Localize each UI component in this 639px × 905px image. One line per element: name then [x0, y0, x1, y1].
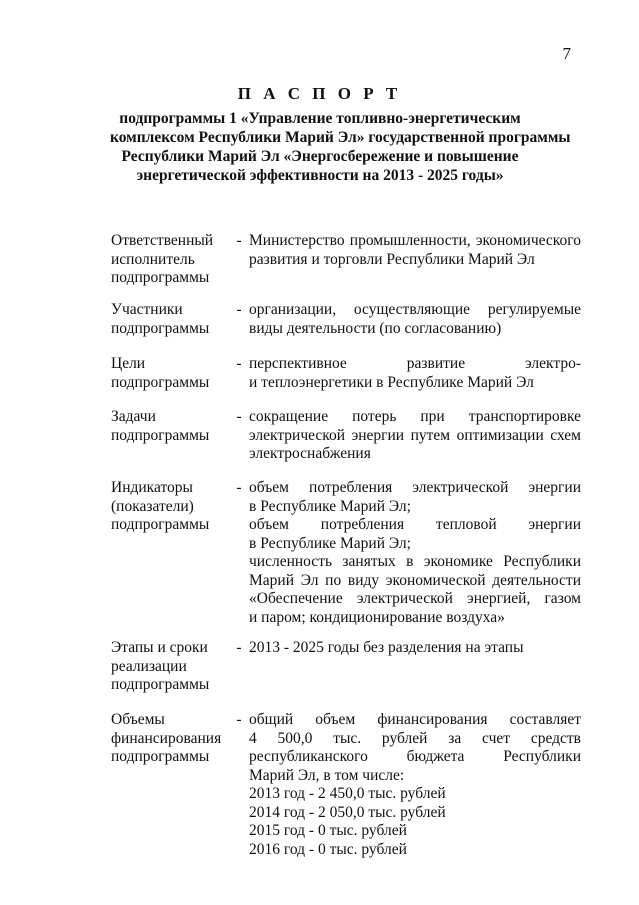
- label-line: Цели: [111, 355, 146, 372]
- value-line: республиканского бюджета Республики: [249, 748, 581, 765]
- value-line: Министерство промышленности, экономического: [249, 232, 581, 249]
- value-line: объем потребления тепловой энергии: [249, 516, 581, 533]
- value-line: и теплоэнергетики в Республике Марий Эл: [249, 373, 534, 391]
- row-dash: -: [236, 639, 242, 656]
- row-label: [111, 711, 229, 767]
- value-line: развития и торговли Республики Марий Эл: [249, 250, 535, 268]
- subtitle-line: энергетической эффективности на 2013 - 2025 годы»: [136, 167, 504, 184]
- passport-row-responsible-executor: [111, 232, 581, 301]
- document-title: П А С П О Р Т: [237, 84, 402, 103]
- row-value: [249, 301, 581, 338]
- value-line: 2013 - 2025 годы без разделения на этапы: [249, 639, 524, 656]
- label-line: исполнитель: [111, 250, 195, 268]
- passport-row-funding: [111, 711, 581, 861]
- row-label: [111, 479, 229, 535]
- value-line: Марий Эл, в том числе:: [249, 766, 405, 784]
- value-line: численность занятых в экономике Республики: [249, 553, 581, 570]
- value-line: 2016 год - 0 тыс. рублей: [249, 840, 407, 858]
- label-line: Ответственный: [111, 232, 214, 249]
- value-line: общий объем финансирования составляет: [249, 711, 581, 728]
- row-dash: -: [236, 355, 242, 372]
- value-line: организации, осуществляющие регулируемые: [249, 301, 581, 318]
- value-line: в Республике Марий Эл;: [249, 497, 411, 515]
- passport-table: [111, 232, 581, 861]
- subtitle-line: комплексом Республики Марий Эл» государственной программы: [110, 129, 571, 146]
- passport-row-goals: [111, 355, 581, 408]
- label-line: подпрограммы: [111, 426, 210, 444]
- row-dash: -: [236, 408, 242, 425]
- row-value: [249, 711, 581, 859]
- label-line: Участники: [111, 301, 183, 318]
- subtitle-line: Республики Марий Эл «Энергосбережение и повышение: [121, 148, 519, 165]
- label-line: подпрограммы: [111, 269, 210, 286]
- row-label: [111, 355, 229, 392]
- label-line: Этапы и сроки: [111, 639, 208, 656]
- label-line: Задачи: [111, 408, 156, 425]
- value-line: «Обеспечение электрической энергией, газом: [249, 590, 581, 607]
- value-line: Марий Эл по виду экономической деятельности: [249, 571, 581, 589]
- row-dash: -: [236, 711, 242, 728]
- value-line: 2015 год - 0 тыс. рублей: [249, 822, 407, 839]
- row-label: [111, 639, 229, 695]
- value-line: перспективное развитие электро-: [249, 355, 581, 372]
- value-line: в Республике Марий Эл;: [249, 534, 411, 552]
- label-line: (показатели): [111, 497, 194, 515]
- value-line: электроснабжения: [249, 445, 371, 462]
- value-line: 2014 год - 2 050,0 тыс. рублей: [249, 803, 446, 821]
- value-line: 2013 год - 2 450,0 тыс. рублей: [249, 785, 446, 802]
- row-value: [249, 479, 581, 627]
- passport-row-participants: [111, 301, 581, 355]
- row-dash: -: [236, 232, 242, 249]
- row-label: [111, 408, 229, 445]
- page-number: 7: [562, 44, 571, 63]
- row-label: [111, 301, 229, 338]
- row-value: [249, 232, 581, 269]
- subtitle-line: подпрограммы 1 «Управление топливно-энергетическим: [119, 110, 521, 127]
- label-line: подпрограммы: [111, 748, 210, 765]
- label-line: подпрограммы: [111, 516, 210, 533]
- row-dash: -: [236, 301, 242, 318]
- row-value: [249, 639, 581, 658]
- label-line: Индикаторы: [111, 479, 193, 496]
- passport-row-tasks: [111, 408, 581, 479]
- label-line: Объемы: [111, 711, 165, 728]
- label-line: финансирования: [111, 729, 222, 747]
- value-line: 4 500,0 тыс. рублей за счет средств: [249, 729, 581, 747]
- row-value: [249, 408, 581, 464]
- value-line: и паром; кондиционирование воздуха»: [249, 608, 505, 626]
- passport-row-stages: [111, 639, 581, 711]
- label-line: реализации: [111, 657, 187, 675]
- document-subtitle: [110, 109, 571, 185]
- row-value: [249, 355, 581, 392]
- row-label: [111, 232, 229, 288]
- label-line: подпрограммы: [111, 373, 210, 391]
- value-line: объем потребления электрической энергии: [249, 479, 581, 496]
- value-line: сокращение потерь при транспортировке: [249, 408, 581, 425]
- value-line: виды деятельности (по согласованию): [249, 319, 502, 337]
- label-line: подпрограммы: [111, 676, 210, 693]
- label-line: подпрограммы: [111, 319, 210, 337]
- value-line: электрической энергии путем оптимизации схем: [249, 426, 581, 444]
- row-dash: -: [236, 479, 242, 496]
- passport-row-indicators: [111, 479, 581, 639]
